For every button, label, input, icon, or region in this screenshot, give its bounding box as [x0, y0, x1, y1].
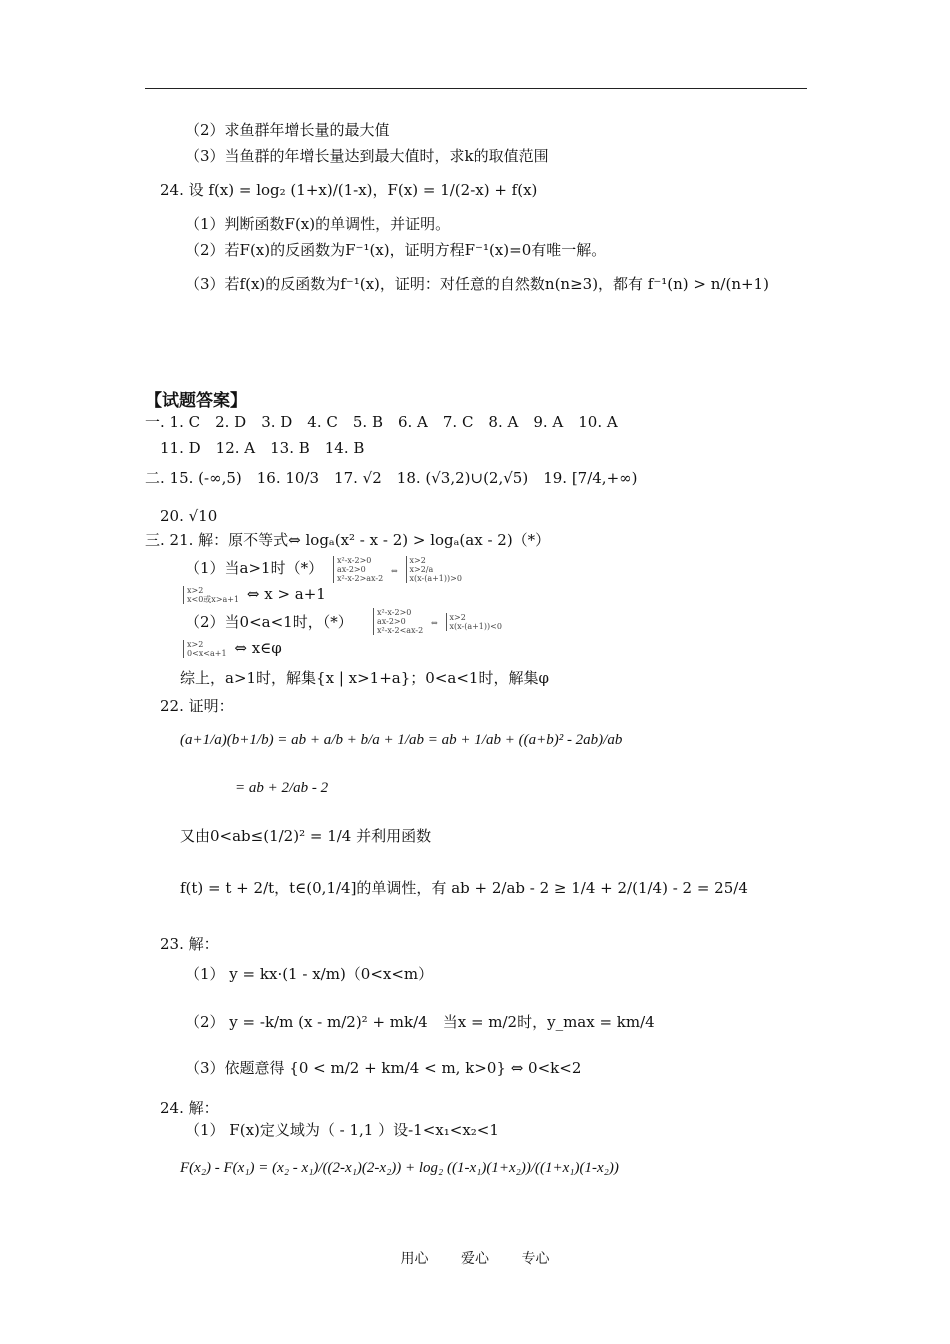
q22-line2: = ab + 2/ab - 2: [235, 780, 329, 796]
q24-part3: （3）若f(x)的反函数为f⁻¹(x)，证明：对任意的自然数n(n≥3)，都有 f⁻¹(n) > n/(n+1): [185, 275, 769, 293]
q21-case1-system: x²-x-2>0 ax-2>0 x²-x-2>ax-2 ⇔ x>2 x>2/a x(x-(a+1))>0: [330, 556, 465, 583]
fill-answers-row2: 20. √10: [160, 507, 218, 525]
q23-part2: （2）求鱼群年增长量的最大值: [185, 121, 390, 139]
inequality-system-icon: x>2 x<0或x>a+1: [183, 586, 239, 604]
q21-line3: ⇔ x > a+1: [246, 585, 326, 603]
q24-line2: F(x₂) - F(x₁) = (x₂ - x₁)/((2-x₁)(2-x₂)) + log₂ ((1-x₁)(1+x₂))/((1+x₁)(1-x₂)): [180, 1160, 619, 1176]
footer-text-1: 用心: [400, 1251, 429, 1267]
q21-case2-result-row: [180, 638, 282, 658]
q21-line1: 三. 21. 解：原不等式⇔ logₐ(x² - x - 2) > logₐ(ax - 2)（*）: [145, 531, 551, 549]
footer-text-3: 专心: [521, 1251, 550, 1267]
q21-case2-system: x²-x-2>0 ax-2>0 x²-x-2<ax-2 ⇔ x>2 x(x-(a+1))<0: [370, 608, 505, 635]
q21-line6: 综上，a>1时，解集{x | x>1+a}；0<a<1时，解集φ: [180, 669, 549, 687]
q23-line2: （2） y = -k/m (x - m/2)² + mk/4 当x = m/2时，y_max = km/4: [185, 1013, 655, 1031]
inequality-system-icon: x>2 x>2/a x(x-(a+1))>0: [406, 556, 462, 583]
page-footer: [0, 1248, 950, 1268]
q22-line3: 又由0<ab≤(1/2)² = 1/4 并利用函数: [180, 827, 432, 845]
q24-line1: （1） F(x)定义域为（ - 1,1 ）设-1<x₁<x₂<1: [185, 1121, 499, 1139]
q24-part2: （2）若F(x)的反函数为F⁻¹(x)，证明方程F⁻¹(x)=0有唯一解。: [185, 241, 607, 259]
q22-label: 22. 证明：: [160, 697, 234, 715]
q21-line4: （2）当0<a<1时，（*）: [185, 613, 353, 631]
q22-line1: (a+1/a)(b+1/b) = ab + a/b + b/a + 1/ab = ab + 1/ab + ((a+b)² - 2ab)/ab: [180, 732, 623, 748]
inequality-system-icon: x²-x-2>0 ax-2>0 x²-x-2<ax-2: [373, 608, 423, 635]
choice-answers-row1: 一. 1. C 2. D 3. D 4. C 5. B 6. A 7. C 8. A 9. A 10. A: [145, 413, 618, 431]
q22-line4: f(t) = t + 2/t，t∈(0,1/4]的单调性，有 ab + 2/ab - 2 ≥ 1/4 + 2/(1/4) - 2 = 25/4: [180, 879, 748, 897]
inequality-system-icon: x²-x-2>0 ax-2>0 x²-x-2>ax-2: [333, 556, 383, 583]
footer-text-2: 爱心: [461, 1251, 489, 1267]
q21-case1-result-row: [180, 584, 326, 604]
q23-part3: （3）当鱼群的年增长量达到最大值时，求k的取值范围: [185, 147, 549, 165]
q24-label: 24. 解：: [160, 1099, 219, 1117]
q23-label: 23. 解：: [160, 935, 219, 953]
q21-line5: ⇔ x∈φ: [234, 639, 282, 657]
q24-intro: 24. 设 f(x) = log₂ (1+x)/(1-x)，F(x) = 1/(2-x) + f(x): [160, 181, 538, 199]
header-rule: [145, 88, 807, 89]
inequality-system-icon: x>2 0<x<a+1: [183, 640, 227, 658]
fill-answers-row1: 二. 15. (-∞,5) 16. 10/3 17. √2 18. (√3,2)∪(2,√5) 19. [7/4,+∞): [145, 469, 638, 487]
choice-answers-row2: 11. D 12. A 13. B 14. B: [160, 439, 365, 457]
inequality-system-icon: x>2 x(x-(a+1))<0: [446, 613, 502, 631]
q21-line2: （1）当a>1时（*）: [185, 559, 324, 577]
q23-line3: （3）依题意得 {0 < m/2 + km/4 < m, k>0} ⇔ 0<k<2: [185, 1059, 582, 1077]
q23-line1: （1） y = kx·(1 - x/m)（0<x<m）: [185, 965, 434, 983]
answers-heading: 【试题答案】: [145, 391, 247, 411]
q24-part1: （1）判断函数F(x)的单调性，并证明。: [185, 215, 451, 233]
